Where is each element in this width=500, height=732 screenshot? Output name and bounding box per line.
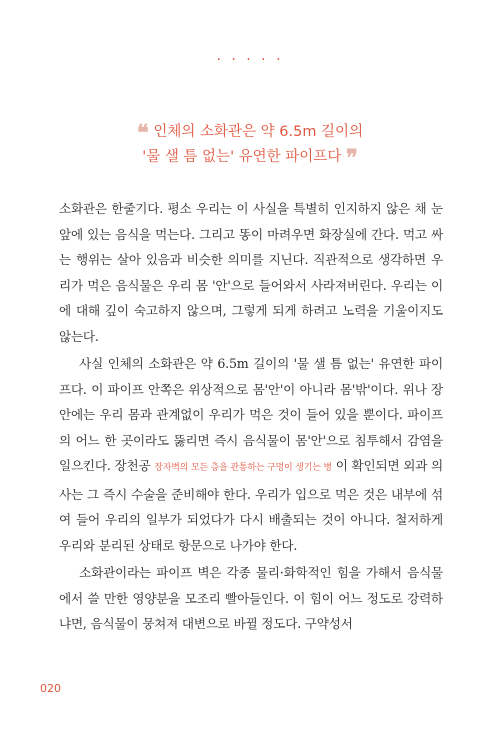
paragraph-1: 소화관은 한줄기다. 평소 우리는 이 사실을 특별히 인지하지 않은 채 눈앞에 있는 음식을 먹는다. 그리고 똥이 마려우면 화장실에 간다. 먹고 싸는 행위는 살아 있음과 비슷한 의미를 지닌다. 직관적으로 생각하면 우리가 먹은 음식물은 우리 몸 '안'으로 들어와서 사라져버린다. 우리는 이에 대해 깊이 숙고하지 않으며, 그렇게 되게 하려고 노력을 기울이지도 않는다. (59, 201, 443, 344)
pull-quote-text-2: '물 샐 틈 없는' 유연한 파이프다 (142, 149, 342, 165)
body-text (59, 196, 443, 639)
paragraph-2 (59, 351, 443, 558)
paragraph-2-text-after: 이 확인되면 외과 의사는 그 즉시 수술을 준비해야 한다. 우리가 입으로 먹은 것은 내부에 섞여 들어 우리의 일부가 되었다가 다시 배출되는 것이 아니다. 철저하게 우리와 분리된 상태로 항문으로 나가야 한다. (59, 458, 444, 553)
paragraph-3: 소화관이라는 파이프 벽은 각종 물리·화학적인 힘을 가해서 음식물에서 쓸 만한 영양분을 모조리 빨아들인다. 이 힘이 어느 정도로 강력하냐면, 음식물이 뭉쳐져 대변으로 바뀔 정도다. 구약성서 (59, 565, 443, 631)
close-quote-icon: ❞ (345, 145, 358, 171)
page-number: 020 (40, 682, 61, 695)
inline-note: 장자벽의 모든 층을 관통하는 구멍이 생기는 병 (154, 463, 332, 473)
ornament-dots: · · · · · (216, 52, 284, 68)
pull-quote-line-1 (0, 120, 500, 145)
pull-quote (0, 120, 500, 170)
open-quote-icon: ❝ (136, 120, 149, 146)
paragraph-2-text-before: 사실 인체의 소화관은 약 6.5m 길이의 '물 샐 틈 없는' 유연한 파이프다. 이 파이프 안쪽은 위상적으로 몸'안'이 아니라 몸'밖'이다. 위나 장 안에는 우리 몸과 관계없이 우리가 먹은 것이 들어 있을 뿐이다. 파이프의 어느 한 곳이라도 뚫리면 즉시 음식물이 몸'안'으로 침투해서 감염을 일으킨다. 장천공 (59, 356, 443, 473)
pull-quote-text-1: 인체의 소화관은 약 6.5m 길이의 (153, 124, 364, 140)
pull-quote-line-2 (0, 145, 500, 170)
